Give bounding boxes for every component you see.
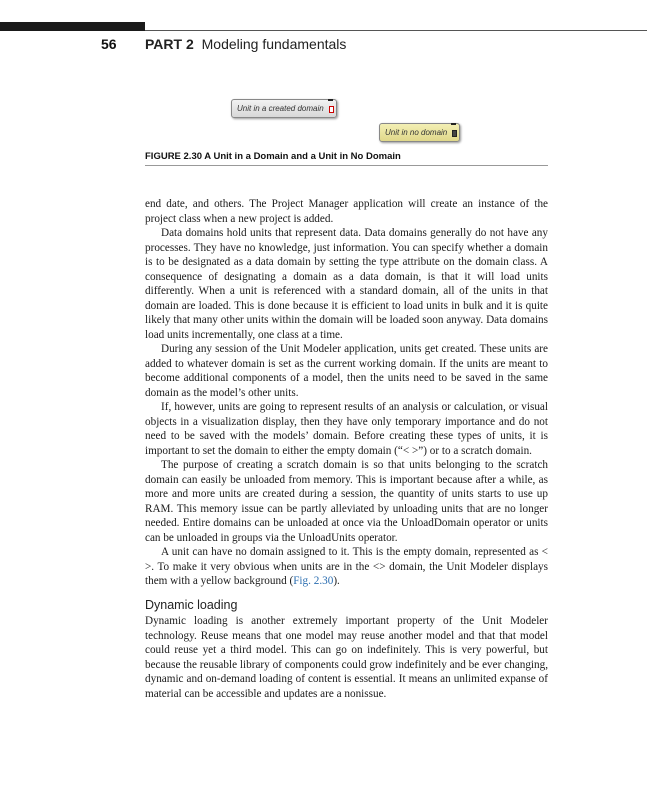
body-text: [145, 197, 548, 701]
paragraph: If, however, units are going to represent results of an analysis or calculation, or visual objects in a visualization display, then they have only temporary importance and do not need to be saved with the models’ domain. Before creating these types of units, it is important to set the domain to either the empty domain (“< >”) or to a scratch domain.: [145, 401, 548, 457]
unit-in-created-domain: [231, 99, 337, 118]
running-header: [145, 36, 346, 52]
paragraph: Dynamic loading is another extremely important property of the Unit Modeler technology. Reuse means that one model may reuse another model and that that model could reuse yet a third model. This can go on indefinitely. This is very powerful, but because the reusable library of components could grow indefinitely and be ever changing, dynamic and on-demand loading of content is essential. It means an unlimited expanse of material can be accessible and updates are a nonissue.: [145, 615, 548, 700]
unit-label: Unit in no domain: [385, 128, 448, 137]
section-heading: Dynamic loading: [145, 597, 238, 612]
paragraph: During any session of the Unit Modeler application, units get created. These units are added to whatever domain is set as the current working domain. If the units are meant to become additional components of a model, then the units need to be saved in the same domain as the model’s other units.: [145, 343, 548, 399]
unit-label: Unit in a created domain: [237, 104, 324, 113]
paragraph: [145, 545, 548, 589]
figure-reference-link[interactable]: Fig. 2.30: [293, 575, 334, 587]
header-bar: [0, 22, 145, 31]
paragraph: end date, and others. The Project Manager application will create an instance of the project class when a new project is added.: [145, 198, 548, 225]
page-number: 56: [101, 36, 117, 52]
paragraph-text: ).: [333, 575, 340, 587]
header-rule: [145, 30, 647, 31]
figure-caption: FIGURE 2.30 A Unit in a Domain and a Unit in No Domain: [145, 151, 401, 162]
unit-tick: [328, 99, 333, 101]
caption-rule: [145, 165, 548, 166]
part-label: PART 2: [145, 36, 194, 52]
unit-in-no-domain: [379, 123, 460, 142]
unit-tick: [451, 123, 456, 125]
section-title: Modeling fundamentals: [201, 36, 347, 52]
paragraph: Data domains hold units that represent data. Data domains generally do not have any processes. They have no knowledge, just information. You can specify whether a domain is to be designated as a data domain by setting the type attribute on the domain class. A consequence of designating a domain as a data domain, is that it will load units differently. When a unit is referenced with a standard domain, all of the units in that domain are loaded. This is done because it is efficient to load units in bulk and it is quite likely that many other units within the domain will be loaded soon anyway. Data domains load units incrementally, one class at a time.: [145, 227, 548, 341]
unit-port-icon: [329, 106, 334, 113]
paragraph: The purpose of creating a scratch domain is so that units belonging to the scratch domain can easily be unloaded from memory. This is important because after a while, as more and more units are created during a session, the quantity of units starts to use up RAM. This memory issue can be partly alleviated by unloading units that are no longer needed. Entire domains can be unloaded at once via the UnloadDomain operator or units can be unloaded in groups via the UnloadUnits operator.: [145, 459, 548, 544]
paragraph-text: A unit can have no domain assigned to it. This is the empty domain, represented as < >. To make it very obvious when units are in the <> domain, the Unit Modeler displays them with a yellow background (: [145, 546, 548, 587]
unit-port-icon: [452, 130, 457, 137]
